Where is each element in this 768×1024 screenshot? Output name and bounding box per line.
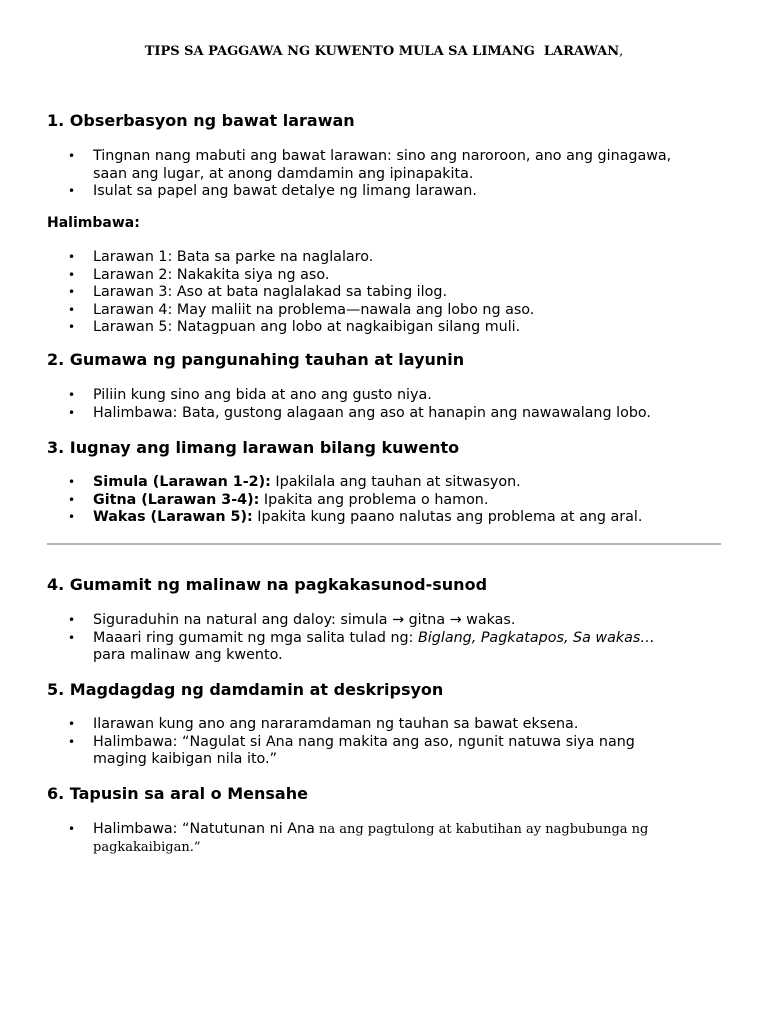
list-item: • Larawan 2: Nakakita siya ng aso. [68,266,330,283]
phase-label: Wakas (Larawan 5): [93,509,253,525]
list-item: • Piliin kung sino ang bida at ano ang gusto niya. [68,387,432,403]
bullet-icon: • [68,822,76,836]
list-item: • Larawan 5: Natagpuan ang lobo at nagkaibigan silang muli. [68,319,521,335]
list-item: • Isulat sa papel ang bawat detalye ng limang larawan. [68,183,477,199]
bullet-icon: • [68,492,76,507]
bullet-icon: • [68,388,76,402]
phase-label: Gitna (Larawan 3-4): [93,491,260,508]
bullet-icon: • [68,184,76,198]
list-item: • Simula (Larawan 1-2): Ipakilala ang tauhan at sitwasyon. [68,474,521,490]
section-4-list [0,612,740,665]
bullet-icon: • [68,717,76,731]
bullet-icon: • [68,630,76,645]
bullet-icon: • [68,320,76,334]
bullet-icon: • [68,267,76,282]
list-item: • Larawan 3: Aso at bata naglalakad sa tabing ilog. [68,284,447,300]
bullet-icon: • [68,405,76,420]
horizontal-divider [47,543,721,545]
list-item: • Halimbawa: “Natutunan ni Ana na ang pagtulong at kabutihan ay nagbubunga ng pagkakaibigan.” [68,821,649,855]
bullet-icon: • [68,734,76,749]
examples-list [0,249,740,337]
bullet-icon: • [68,475,76,489]
list-item: • Larawan 4: May maliit na problema—nawala ang lobo ng aso. [68,301,535,318]
bullet-icon: • [68,149,76,163]
transition-words: Biglang, Pagkatapos, Sa wakas… [418,629,655,646]
list-item: • Larawan 1: Bata sa parke na naglalaro. [68,249,374,265]
phase-label: Simula (Larawan 1-2): [93,474,271,490]
section-5-heading: 5. Magdagdag ng damdamin at deskripsyon [47,680,444,699]
section-3-heading: 3. Iugnay ang limang larawan bilang kuwento [47,438,460,457]
list-item: • Maaari ring gumamit ng mga salita tulad ng: Biglang, Pagkatapos, Sa wakas… para malinaw ang kwento. [68,629,655,663]
bullet-icon: • [68,613,76,627]
bullet-icon: • [68,510,76,524]
title-text: TIPS SA PAGGAWA NG KUWENTO MULA SA LIMANG LARAWAN [144,44,620,59]
list-item: • Wakas (Larawan 5): Ipakita kung paano nalutas ang problema at ang aral. [68,509,643,525]
section-6-list [0,821,740,856]
list-item: • Halimbawa: “Nagulat si Ana nang makita ang aso, ngunit natuwa siya nang maging kaibigan nila ito.” [68,733,635,767]
section-6-heading: 6. Tapusin sa aral o Mensahe [47,784,308,803]
section-1-list [0,148,740,201]
section-3-list [0,474,740,527]
section-4-heading: 4. Gumamit ng malinaw na pagkakasunod-sunod [47,575,488,594]
list-item: • Halimbawa: Bata, gustong alagaan ang aso at hanapin ang nawawalang lobo. [68,404,651,421]
section-2-heading: 2. Gumawa ng pangunahing tauhan at layunin [47,350,465,369]
bullet-icon: • [68,302,76,317]
list-item: • Gitna (Larawan 3-4): Ipakita ang problema o hamon. [68,491,489,508]
list-item: • Ilarawan kung ano ang nararamdaman ng tauhan sa bawat eksena. [68,716,579,732]
example-label: Halimbawa: [47,215,140,231]
document-title [0,44,768,59]
list-item: • Siguraduhin na natural ang daloy: simula → gitna → wakas. [68,612,516,628]
section-2-list [0,387,740,422]
bullet-icon: • [68,250,76,264]
section-1-heading: 1. Obserbasyon ng bawat larawan [47,111,355,130]
title-comma: , [619,44,624,59]
list-item: • Tingnan nang mabuti ang bawat larawan: sino ang naroroon, ano ang ginagawa, saan ang lugar, at anong damdamin ang ipinapakita. [68,148,672,182]
bullet-icon: • [68,285,76,299]
section-5-list [0,716,740,769]
